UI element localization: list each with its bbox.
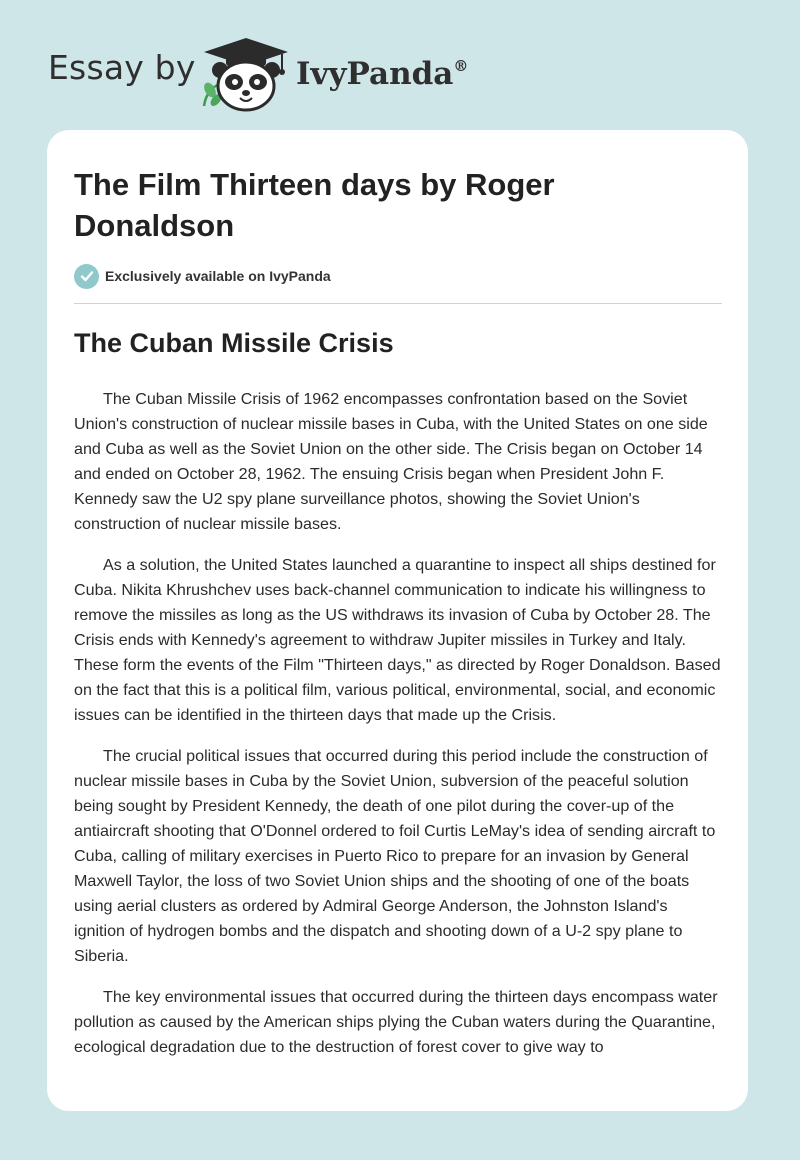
exclusive-badge-label: Exclusively available on IvyPanda xyxy=(105,268,331,284)
section-heading: The Cuban Missile Crisis xyxy=(74,328,394,358)
page-title: The Film Thirteen days by Roger Donaldson xyxy=(74,167,555,243)
paragraph: The crucial political issues that occurred during this period include the construction of nuclear missile bases in Cuba by the Soviet Union, subversion of the peaceful solution being sought by President Kennedy, the death of one pilot during the cover-up of the antiaircraft shooting that O'Donnel ordered to foil Curtis LeMay's idea of sending aircraft to Cuba, calling of military exercises in Puerto Rico to prepare for an invasion by General Maxwell Taylor, the loss of two Soviet Union ships and the shooting of one of the boats using aerial clusters as ordered by Admiral George Anderson, the Johnston Island's ignition of hydrogen bombs and the dispatch and shooting down of a U-2 spy plane to Siberia. xyxy=(74,747,716,965)
brand-name[interactable]: IvyPanda® xyxy=(296,56,469,92)
paragraph: The key environmental issues that occurred during the thirteen days encompass water pollution as caused by the American ships plying the Cuban waters during the Quarantine, ecological degradation due to the destruction of forest cover to give way to xyxy=(74,988,718,1056)
registered-mark: ® xyxy=(453,56,469,75)
essay-card xyxy=(47,130,748,1111)
essay-body xyxy=(74,387,722,1076)
check-circle-icon xyxy=(74,264,99,289)
paragraph: The Cuban Missile Crisis of 1962 encompasses confrontation based on the Soviet Union's construction of nuclear missile bases in Cuba, with the United States on one side and Cuba as well as the Soviet Union on the other side. The Crisis began on October 14 and ended on October 28, 1962. The ensuing Crisis began when President John F. Kennedy saw the U2 spy plane surveillance photos, showing the Soviet Union's construction of nuclear missile bases. xyxy=(74,390,708,533)
divider xyxy=(74,303,722,304)
exclusive-badge xyxy=(74,263,331,289)
site-header xyxy=(48,30,548,110)
panda-logo-icon[interactable] xyxy=(200,36,292,112)
paragraph: As a solution, the United States launched a quarantine to inspect all ships destined for Cuba. Nikita Khrushchev uses back-channel communication to indicate his willingness to remove the missiles as long as the US withdraws its invasion of Cuba by October 28. The Crisis ends with Kennedy's agreement to withdraw Jupiter missiles in Turkey and Italy. These form the events of the Film "Thirteen days," as directed by Roger Donaldson. Based on the fact that this is a political film, various political, environmental, social, and economic issues can be identified in the thirteen days that made up the Crisis. xyxy=(74,556,721,724)
essay-by-label: Essay by xyxy=(48,48,196,87)
